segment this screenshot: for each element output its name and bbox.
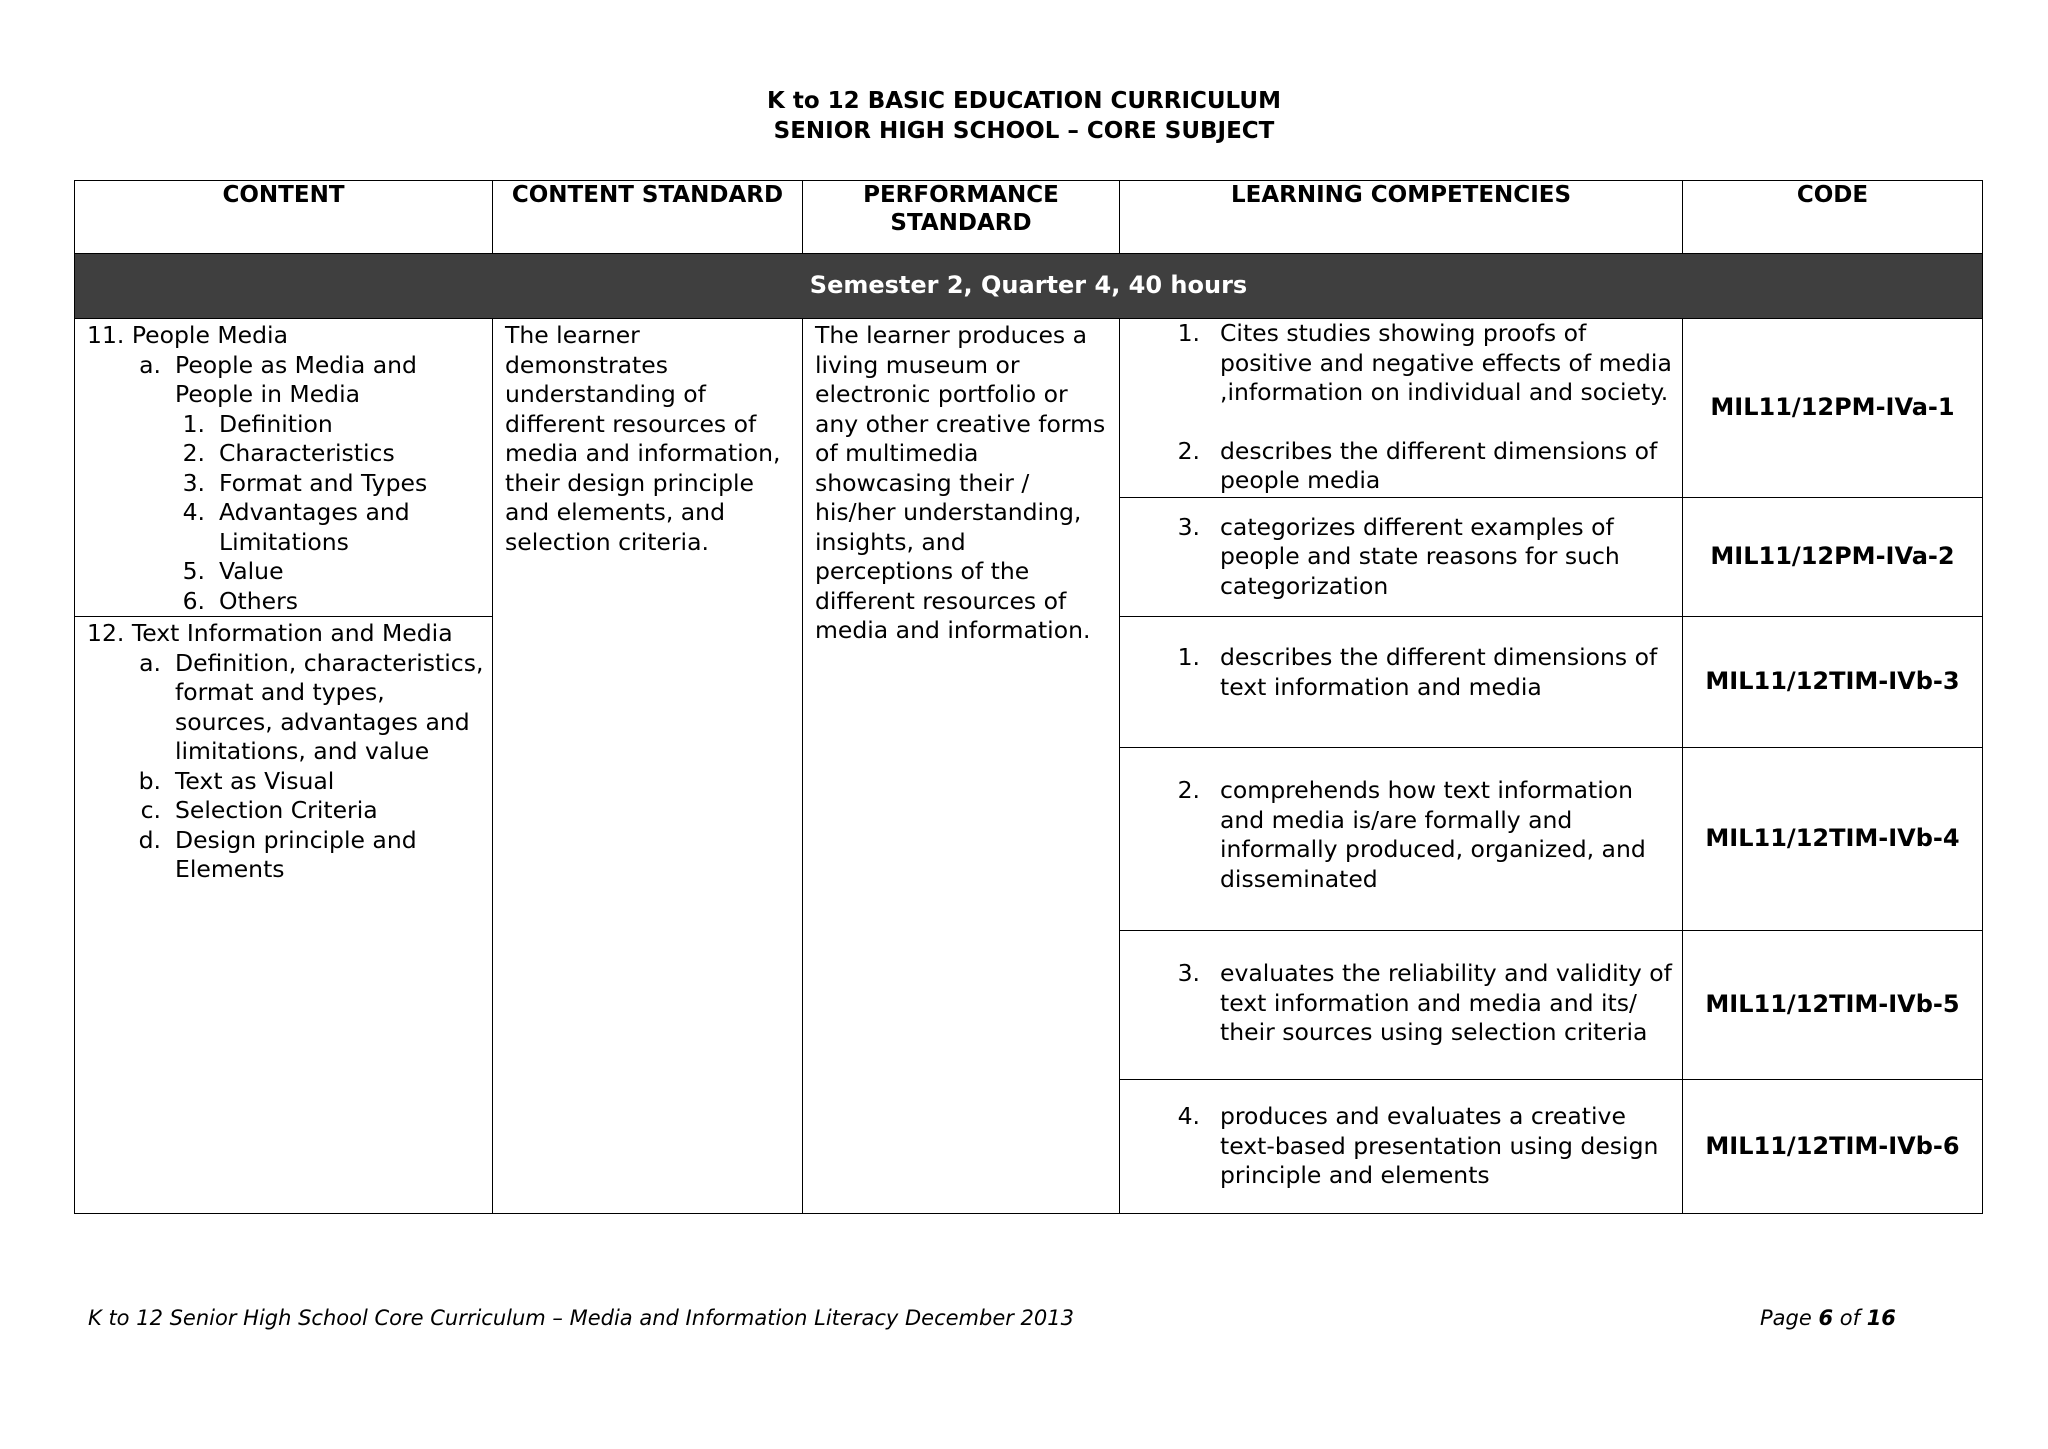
footer-document-name: K to 12 Senior High School Core Curriculum – Media and Information Literacy December 2013 <box>88 1306 1074 1330</box>
list-item: a. People as Media and People in Media <box>139 350 417 408</box>
competency-cell <box>1120 617 1683 748</box>
document-title: K to 12 BASIC EDUCATION CURRICULUM <box>767 88 1281 114</box>
column-header-row <box>75 181 1983 254</box>
list-item: 1. Definition <box>182 409 333 438</box>
competency-code: MIL11/12TIM-IVb-6 <box>1683 1080 1983 1214</box>
list-item: a. Definition, characteristics, format and types, sources, advantages and limitations, and value <box>139 648 484 765</box>
header-content: CONTENT <box>75 181 493 254</box>
competency-cell <box>1120 748 1683 931</box>
semester-row <box>75 254 1983 319</box>
semester-label: Semester 2, Quarter 4, 40 hours <box>75 254 1983 319</box>
competency-code: MIL11/12TIM-IVb-5 <box>1683 931 1983 1080</box>
competency-code: MIL11/12PM-IVa-1 <box>1683 319 1983 498</box>
list-item: 3. Format and Types <box>182 468 428 497</box>
curriculum-table <box>74 180 1983 1214</box>
section-11-title: 11. People Media <box>87 321 288 349</box>
content-text-information-media <box>75 617 493 1214</box>
competency-item: 2. comprehends how text information and media is/are formally and informally produced, organized, and disseminated <box>1177 776 1646 893</box>
competency-cell <box>1120 319 1683 498</box>
competency-item: 2. describes the different dimensions of people media <box>1177 436 1658 494</box>
content-people-media <box>75 319 493 617</box>
competency-item: 3. categorizes different examples of people and state reasons for such categorization <box>1177 512 1620 600</box>
list-item: 4. Advantages and Limitations <box>182 498 410 556</box>
footer-page-number: Page 6 of 16 <box>1760 1306 1896 1330</box>
competency-code: MIL11/12PM-IVa-2 <box>1683 498 1983 617</box>
list-item: d. Design principle and Elements <box>138 825 417 883</box>
competency-cell <box>1120 931 1683 1080</box>
list-item: 5. Value <box>182 557 284 585</box>
performance-standard-cell: The learner produces a living museum or electronic portfolio or any other creative forms of multimedia showcasing their / his/her understanding, insights, and perceptions of the different resources of media and information. <box>803 319 1120 1214</box>
content-standard-cell: The learner demonstrates understanding of different resources of media and information, their design principle and elements, and selection criteria. <box>493 319 803 1214</box>
header-code: CODE <box>1683 181 1983 254</box>
competency-code: MIL11/12TIM-IVb-3 <box>1683 617 1983 748</box>
competency-cell <box>1120 1080 1683 1214</box>
header-content-standard: CONTENT STANDARD <box>493 181 803 254</box>
competency-item: 1. Cites studies showing proofs of positive and negative effects of media ,information on individual and society. <box>1177 319 1672 406</box>
header-performance-standard: PERFORMANCE STANDARD <box>803 181 1120 254</box>
list-item: 2. Characteristics <box>182 439 395 467</box>
section-12-title: 12. Text Information and Media <box>87 619 453 647</box>
list-item: b. Text as Visual <box>138 766 335 795</box>
competency-item: 4. produces and evaluates a creative text-based presentation using design principle and elements <box>1177 1102 1659 1189</box>
document-subtitle: SENIOR HIGH SCHOOL – CORE SUBJECT <box>773 118 1275 144</box>
competency-item: 1. describes the different dimensions of text information and media <box>1177 643 1658 701</box>
competency-item: 3. evaluates the reliability and validity of text information and media and its/ their sources using selection criteria <box>1177 959 1672 1046</box>
header-learning-competencies: LEARNING COMPETENCIES <box>1120 181 1683 254</box>
list-item: 6. Others <box>182 586 298 615</box>
list-item: c. Selection Criteria <box>140 796 378 824</box>
competency-cell <box>1120 498 1683 617</box>
competency-code: MIL11/12TIM-IVb-4 <box>1683 748 1983 931</box>
